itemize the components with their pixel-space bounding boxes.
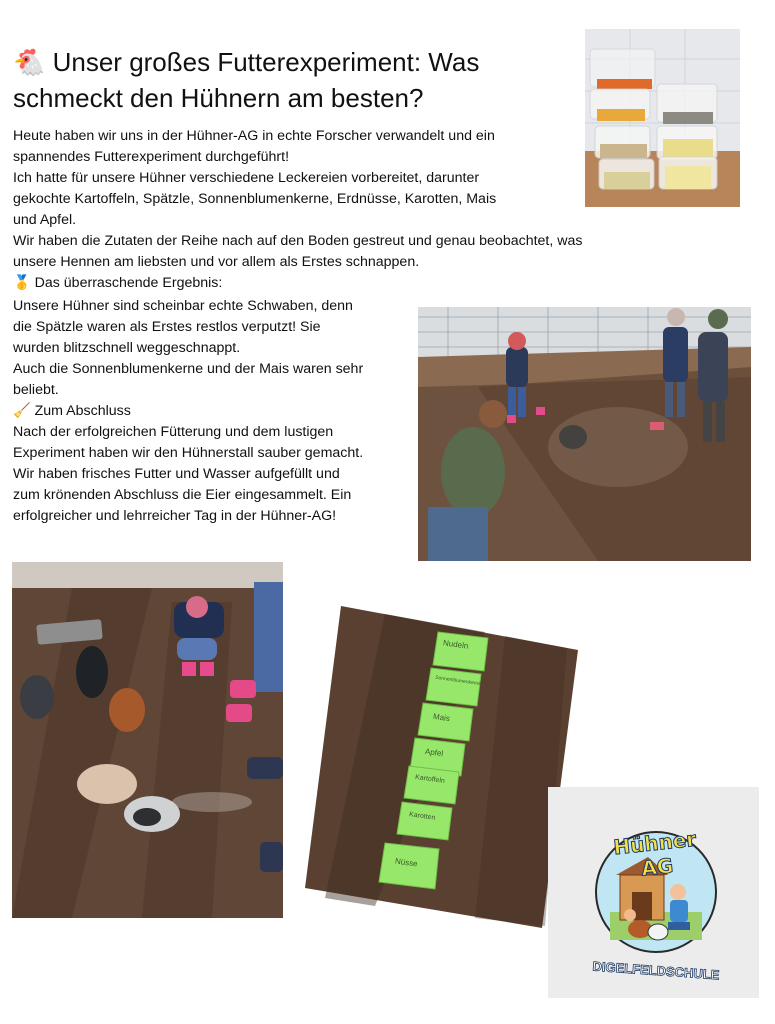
intro-line: Ich hatte für unsere Hühner verschiedene Leckereien vorbereitet, darunter [13,170,480,186]
result-heading-text: Das überraschende Ergebnis: [34,275,223,291]
intro-line: unsere Hennen am liebsten und vor allem als Erstes schnappen. [13,254,420,270]
card-label: Nudeln [442,638,469,651]
intro-line: gekochte Kartoffeln, Spätzle, Sonnenblumenkerne, Erdnüsse, Karotten, Mais [13,191,497,207]
result-line: die Spätzle waren als Erstes restlos verputzt! Sie [13,319,321,335]
card-label: Sonnenblumenkerne [434,674,482,688]
closing-heading [13,401,411,422]
photo-yard-kids [418,307,751,561]
title-text: Unser großes Futterexperiment: Was schmeckt den Hühnern am besten? [13,47,480,113]
result-line: beliebt. [13,382,59,398]
card-label: Karotten [408,811,436,822]
intro-line: Heute haben wir uns in der Hühner-AG in echte Forscher verwandelt und ein [13,128,495,144]
photo-food-containers [585,29,740,207]
result-heading [13,273,313,294]
result-line: Auch die Sonnenblumenkerne und der Mais waren sehr [13,361,364,377]
closing-heading-text: Zum Abschluss [34,403,131,419]
closing-line: Nach der erfolgreichen Fütterung und dem lustigen [13,424,334,440]
yard-illustration [418,307,751,561]
intro-line: Wir haben die Zutaten der Reihe nach auf den Boden gestreut und genau beobachtet, was [13,233,583,249]
intro-paragraph [13,126,653,273]
result-line: wurden blitzschnell weggeschnappt. [13,340,241,356]
page-title [13,44,573,116]
food-containers-illustration [585,29,740,207]
huehner-ag-logo [548,787,759,998]
intro-line: spannendes Futterexperiment durchgeführt! [13,149,290,165]
chicken-emoji: 🐔 [13,47,46,77]
logo-bottom-text: DIGELFELDSCHULE [592,958,720,983]
card-label: Apfel [424,746,444,759]
closing-line: Experiment haben wir den Hühnerstall sauber gemacht. [13,445,364,461]
broom-emoji: 🧹 [13,403,31,419]
card-label: Kartoffeln [414,773,446,786]
photo-chickens-eating [12,562,283,918]
closing-line: Wir haben frisches Futter und Wasser aufgefüllt und [13,466,340,482]
closing-line: erfolgreicher und lehrreicher Tag in der Hühner-AG! [13,508,337,524]
card-label: Mais [432,711,451,724]
intro-line: und Apfel. [13,212,77,228]
chickens-illustration [12,562,283,918]
card-label: Nüsse [394,856,419,869]
result-paragraph [13,296,411,527]
closing-line: zum krönenden Abschluss die Eier eingesammelt. Ein [13,487,352,503]
photo-food-cards [305,606,578,928]
medal-emoji: 🥇 [13,275,31,291]
logo-top-text: Hühner AG [612,826,698,881]
food-cards-illustration [305,606,578,928]
result-line: Unsere Hühner sind scheinbar echte Schwaben, denn [13,298,353,314]
